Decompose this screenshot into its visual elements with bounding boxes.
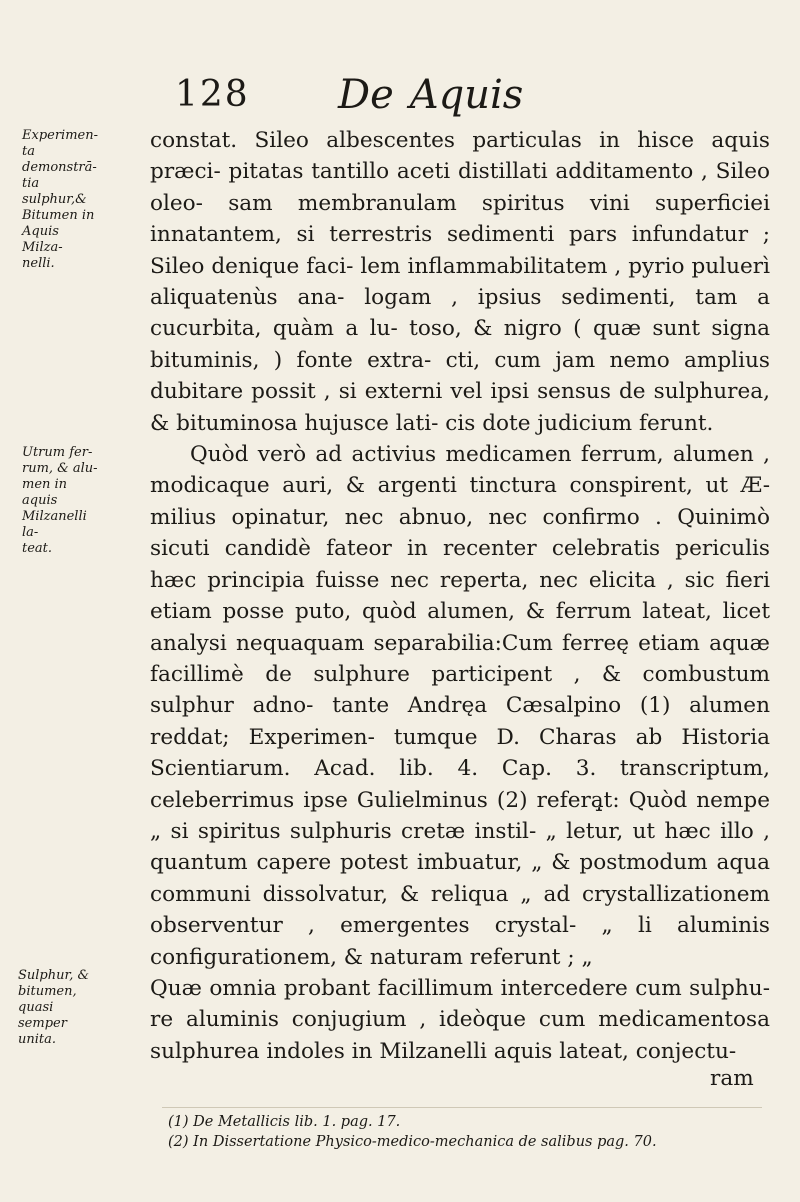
text-line: tumque D. Charas ab Historia Scientiarum. Acad. lib.: [150, 724, 770, 782]
margin-note-line: rum, & alu-: [22, 461, 98, 476]
margin-note-line: Utrum fer-: [22, 445, 93, 460]
text-line: sam membranulam spiritus vini superficiei innatantem, si: [150, 190, 770, 248]
text-line: cti, cum jam nemo amplius dubitare possit , si externi: [150, 347, 770, 405]
text-line: „ li aluminis configurationem, & naturam referunt ; „: [150, 913, 770, 970]
text-line: „ ad crystallizationem observentur , emergentes crystal-: [150, 881, 771, 939]
text-line: lem inflammabilitatem , pyrio puluerì aliquatenùs ana-: [150, 253, 770, 311]
text-line: Quòd verò ad activius medicamen ferrum, alumen ,: [190, 442, 770, 468]
text-line: nequaquam separabilia:Cum ferreę etiam aquæ facillimè: [150, 630, 770, 687]
footnote-2: (2) In Dissertatione Physico-medico-mechanica de salibus pag. 70.: [168, 1134, 657, 1150]
text-line: principia fuisse nec reperta, nec elicita , sic fieri etiam: [150, 567, 770, 625]
text-line: sicuti candidè fateor in recenter celebratis periculis hæc: [150, 536, 770, 593]
margin-note-line: ta demonstrā-: [22, 144, 97, 175]
footnote-1: (1) De Metallicis lib. 1. pag. 17.: [168, 1114, 401, 1130]
footnotes: [168, 1112, 768, 1152]
paragraph-1: [150, 125, 770, 439]
text-line: 4. Cap. 3. transcriptum, celeberrimus ipse Gulielminus (2): [150, 756, 770, 813]
page-number: 128: [175, 74, 250, 115]
margin-note-line: Milzanelli la-: [22, 509, 87, 540]
text-line: toso, & nigro ( quæ sunt signa bituminis, ) fonte extra-: [150, 316, 770, 373]
running-title-de: De: [338, 72, 394, 118]
margin-note-sulphur: [18, 968, 98, 1048]
text-line: „ letur, ut hæc illo , quantum capere potest imbuatur,: [150, 818, 770, 876]
text-line: „ & postmodum aqua communi dissolvatur, & reliqua: [150, 850, 770, 907]
text-line: re aluminis conjugium , ideòque cum medicamentosa: [150, 1007, 770, 1033]
running-title-aquis: Aquis: [409, 72, 524, 118]
text-line: terrestris sedimenti pars infundatur ; Sileo denique faci-: [150, 222, 771, 279]
margin-note-utrum: [22, 445, 102, 557]
running-title: [338, 72, 523, 118]
margin-note-line: Bitumen in: [22, 208, 95, 223]
margin-note-line: Experimen-: [22, 128, 98, 143]
paragraph-2: [150, 439, 770, 973]
text-line: modicaque auri, & argenti tinctura conspirent, ut Æ-: [150, 473, 770, 499]
text-line: milius opinatur, nec abnuo, nec confirmo . Quinimò: [150, 504, 770, 530]
text-line: cis dote judicium ferunt.: [445, 410, 714, 436]
margin-note-line: teat.: [22, 541, 53, 556]
text-line: Quæ omnia probant facillimum intercedere cum sulphu-: [150, 975, 770, 1001]
margin-note-line: nelli.: [22, 256, 55, 271]
text-line: referą̧t: Quòd nempe „ si spiritus sulphuris cretæ instil-: [150, 787, 770, 844]
margin-note-line: tia sulphur,&: [22, 176, 87, 207]
text-line: logam , ipsius sedimenti, tam a cucurbita, quàm a lu-: [150, 285, 770, 342]
footnote-rule: [162, 1107, 762, 1108]
margin-note-line: men in aquis: [22, 477, 68, 508]
text-line: tante Andręa Cæsalpino (1) alumen reddat; Experimen-: [150, 693, 770, 750]
text-line: pitatas tantillo aceti distillati additamento , Sileo oleo-: [150, 159, 770, 216]
margin-note-line: Sulphur, &: [18, 968, 90, 983]
margin-note-line: bitumen, quasi: [18, 984, 77, 1015]
margin-note-line: Aquis Milza-: [22, 224, 63, 255]
margin-note-experimenta: [22, 128, 102, 272]
margin-note-line: semper unita.: [18, 1016, 67, 1047]
body-text: [150, 125, 770, 1067]
text-line: sulphurea indoles in Milzanelli aquis lateat, conjectu-: [150, 1038, 737, 1064]
text-line: vel ipsi sensus de sulphurea, & bituminosa hujusce lati-: [150, 379, 771, 436]
paragraph-2-continued: [150, 973, 770, 1067]
text-line: posse puto, quòd alumen, & ferrum lateat, licet analysi: [150, 599, 770, 656]
text-line: constat. Sileo albescentes particulas in hisce aquis præci-: [150, 128, 770, 185]
catchword: ram: [710, 1066, 754, 1091]
text-line: de sulphure participent , & combustum sulphur adno-: [150, 661, 770, 719]
